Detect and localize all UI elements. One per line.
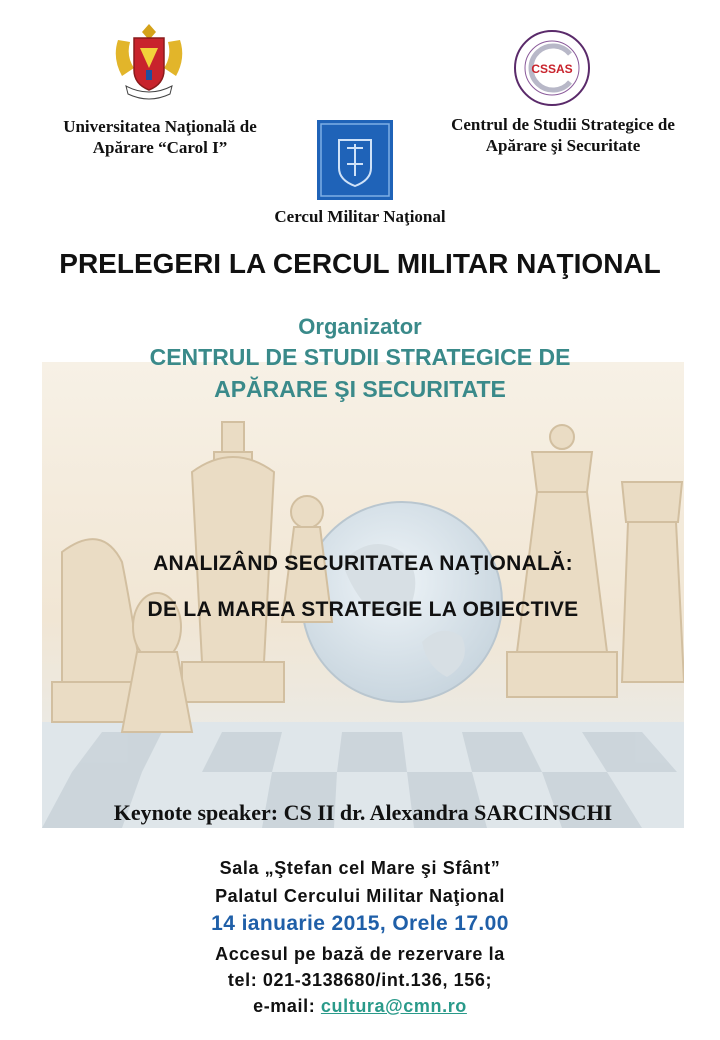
- email-label: e-mail:: [253, 996, 321, 1016]
- cssas-seal-logo: [512, 28, 592, 108]
- military-circle-name: Cercul Militar Naţional: [274, 207, 446, 226]
- university-name-line1: Universitatea Naţională de: [63, 117, 257, 136]
- organizer-name-line2: APĂRARE ŞI SECURITATE: [214, 376, 506, 402]
- contact-phone: tel: 021-3138680/int.136, 156;: [227, 970, 493, 990]
- military-circle-emblem: [317, 120, 393, 200]
- cssas-logo-text: CSSAS: [531, 62, 573, 76]
- cssas-name-line1: Centrul de Studii Strategice de: [451, 115, 675, 134]
- university-crest-logo: [108, 18, 190, 108]
- university-name: [30, 116, 290, 158]
- email-link[interactable]: cultura@cmn.ro: [320, 996, 467, 1016]
- lecture-topic-line2: DE LA MAREA STRATEGIE LA OBIECTIVE: [147, 598, 579, 621]
- chess-globe-photo: [42, 362, 684, 828]
- organizer-name-line1: CENTRUL DE STUDII STRATEGICE DE: [149, 344, 571, 370]
- venue-hall: Sala „Ştefan cel Mare şi Sfânt”: [219, 858, 501, 878]
- cssas-name: [414, 114, 712, 156]
- lecture-topic-line1: ANALIZÂND SECURITATEA NAŢIONALĂ:: [153, 552, 573, 575]
- contact-email: [0, 996, 720, 1017]
- poster-title: PRELEGERI LA CERCUL MILITAR NAŢIONAL: [59, 248, 661, 279]
- venue-building: Palatul Cercului Militar Naţional: [215, 886, 505, 906]
- keynote-speaker: Keynote speaker: CS II dr. Alexandra SARCINSCHI: [113, 800, 613, 825]
- cssas-name-line2: Apărare şi Securitate: [485, 136, 641, 155]
- event-date-time: 14 ianuarie 2015, Orele 17.00: [211, 912, 509, 935]
- university-name-line2: Apărare “Carol I”: [92, 138, 228, 157]
- organizer-label: Organizator: [298, 314, 422, 339]
- access-note: Accesul pe bază de rezervare la: [215, 944, 505, 964]
